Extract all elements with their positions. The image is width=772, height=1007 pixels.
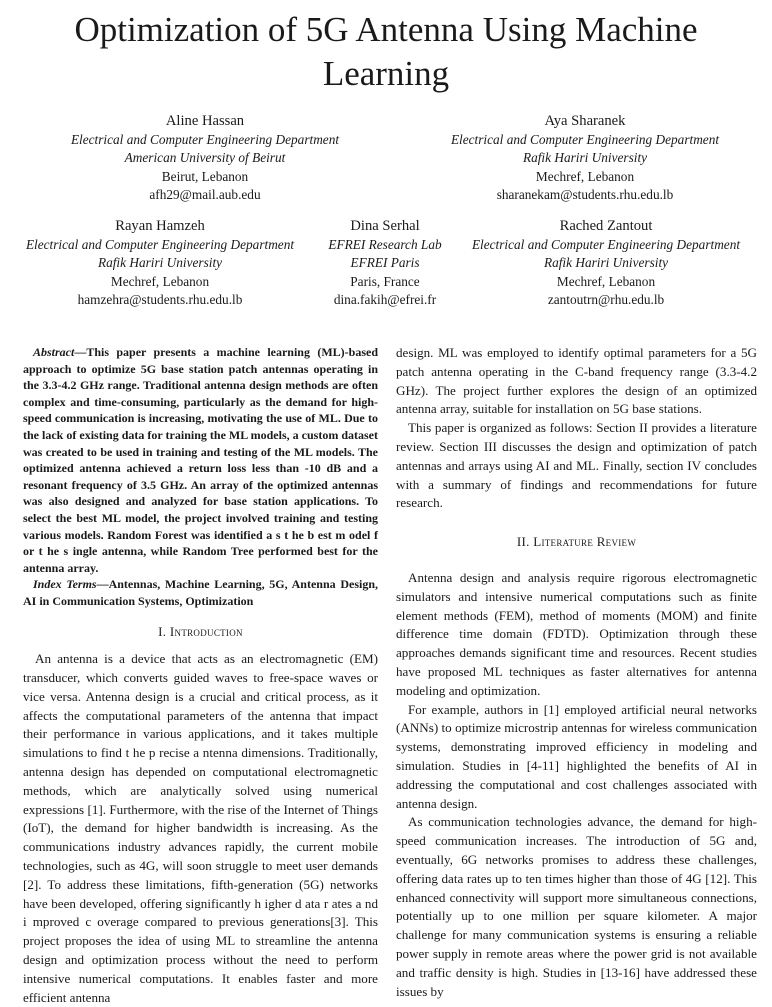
author-location: Mechref, Lebanon [535, 168, 635, 184]
paragraph: This paper is organized as follows: Section II provides a literature review. Section III discusses the design and optimization of patch antennas and arrays using AI and ML. Finally, section IV concludes with a summary of findings and recommendations for future research. [396, 420, 757, 511]
author-block-4 [310, 217, 460, 310]
author-organization: EFREI Paris [350, 255, 420, 270]
paragraph: As communication technologies advance, the demand for high-speed communication increases. The introduction of 5G and, eventually, 6G networks promises to address these challenges, offering data rates up to ten times higher than those of 4G [12]. This enhanced connectivity will support more simultaneous connections, potentially up to one million per square kilometer. A major challenge for many communication systems is ensuring a reliable power supply in remote areas where the power grid is not available and traffic density is high. Studies in [13-16] have addressed these issues by [396, 814, 757, 999]
abstract-lead: Abstract [33, 345, 75, 359]
author-department: EFREI Research Lab [328, 236, 442, 252]
author-block-1 [40, 112, 370, 205]
author-name: Rached Zantout [559, 218, 653, 234]
paragraph: Antenna design and analysis require rigorous electromagnetic simulators and intensive numerical computations such as finite element methods (FEM), method of moments (MOM) and finite difference time domain (FDTD). Optimization through these approaches demands significant time and resources. Recent studies have proposed ML techniques as faster alternatives for antenna modeling and optimization. [396, 569, 757, 698]
section-heading-introduction [23, 623, 378, 642]
abstract-text: —This paper presents a machine learning (ML)-based approach to optimize 5G base station patch antennas operating in the 3.3-4.2 GHz range. Traditional antenna design methods are often complex and time-consuming, particularly as the demand for high-speed communication is increasing, motivating the use of ML. Due to the lack of existing data for training the ML models, a custom dataset was created to be used in training and testing of the ML models. The optimized antenna achieved a return loss less than -10 dB and a resonant frequency of 3.5 GHz. An array of the optimized antennas was also designed and analyzed for base station applications. To select the best ML model, the project involved training and testing various models. Random Forest was identified a s t he b est m odel f or t he s ingle antenna, while Random Tree performed best for the antenna array. [23, 345, 378, 575]
section-title: Literature Review [533, 534, 637, 550]
author-organization: Rafik Hariri University [522, 150, 648, 165]
section-number: I. [158, 623, 170, 639]
author-location: Mechref, Lebanon [556, 273, 656, 289]
paragraph: design. ML was employed to identify optimal parameters for a 5G patch antenna operating in the C-band frequency range (3.3-4.2 GHz). The project further explores the design of an optimized antenna array, suitable for installation on 5G base stations. [396, 345, 757, 417]
author-email: afh29@mail.aub.edu [149, 187, 261, 202]
author-email: zantoutrn@rhu.edu.lb [547, 292, 665, 307]
section-number: II. [516, 534, 534, 550]
index-terms [23, 576, 378, 609]
author-organization: Rafik Hariri University [97, 255, 223, 270]
author-department: Electrical and Computer Engineering Department [471, 236, 741, 252]
author-name: Aline Hassan [165, 113, 245, 129]
author-organization: Rafik Hariri University [543, 255, 669, 270]
author-email: sharanekam@students.rhu.edu.lb [496, 187, 674, 202]
index-terms-lead: Index Terms [33, 577, 97, 592]
author-organization: American University of Beirut [124, 150, 286, 165]
author-block-3 [10, 217, 310, 310]
abstract [23, 344, 378, 576]
section-heading-literature-review [396, 533, 757, 552]
section-title: Introduction [169, 623, 243, 639]
left-column [23, 344, 378, 1007]
author-email: dina.fakih@efrei.fr [333, 292, 437, 307]
author-location: Mechref, Lebanon [110, 273, 210, 289]
author-block-5 [452, 217, 760, 310]
author-name: Rayan Hamzeh [115, 218, 205, 234]
author-email: hamzehra@students.rhu.edu.lb [77, 292, 243, 307]
paragraph: For example, authors in [1] employed artificial neural networks (ANNs) to optimize microstrip antennas for wireless communication systems, demonstrating improved efficiency in modeling and simulation. Studies in [4-11] highlighted the benefits of AI in addressing the computational and cost challenges associated with antenna design. [396, 701, 757, 811]
paragraph: An antenna is a device that acts as an electromagnetic (EM) transducer, which converts guided waves to free-space waves or vice versa. Antenna design is a crucial and critical process, as it affects the computational parameters of the antenna that impact their performance in various applications, and it takes multiple simulations to find t he p recise a ntenna dimensions. Traditionally, antenna design has depended on computational electromagnetic methods, which are analytically solved using numerical expressions [1]. Furthermore, with the rise of the Internet of Things (IoT), the demand for higher bandwidth is increasing. As the communications industry advances rapidly, the current mobile technologies, such as 4G, will soon struggle to meet user demands [2]. To address these limitations, fifth-generation (5G) networks have been developed, offering significantly h igher d ata r ates a nd i mproved c overage compared to previous generations[3]. This project proposes the idea of using ML to streamline the antenna design and optimization process without the need to perform intensive numerical computations. It enables faster and more efficient antenna [23, 651, 378, 1005]
author-name: Aya Sharanek [544, 113, 626, 129]
right-column [396, 344, 757, 1001]
author-department: Electrical and Computer Engineering Department [25, 236, 295, 252]
author-name: Dina Serhal [350, 218, 420, 234]
author-location: Beirut, Lebanon [161, 168, 249, 184]
author-department: Electrical and Computer Engineering Department [70, 131, 340, 147]
index-terms-text: —Antennas, Machine Learning, 5G, Antenna Design, AI in Communication Systems, Optimization [23, 577, 378, 608]
paper-title: Optimization of 5G Antenna Using Machine Learning [74, 10, 698, 93]
author-department: Electrical and Computer Engineering Department [450, 131, 720, 147]
author-block-2 [420, 112, 750, 205]
author-location: Paris, France [350, 273, 420, 289]
